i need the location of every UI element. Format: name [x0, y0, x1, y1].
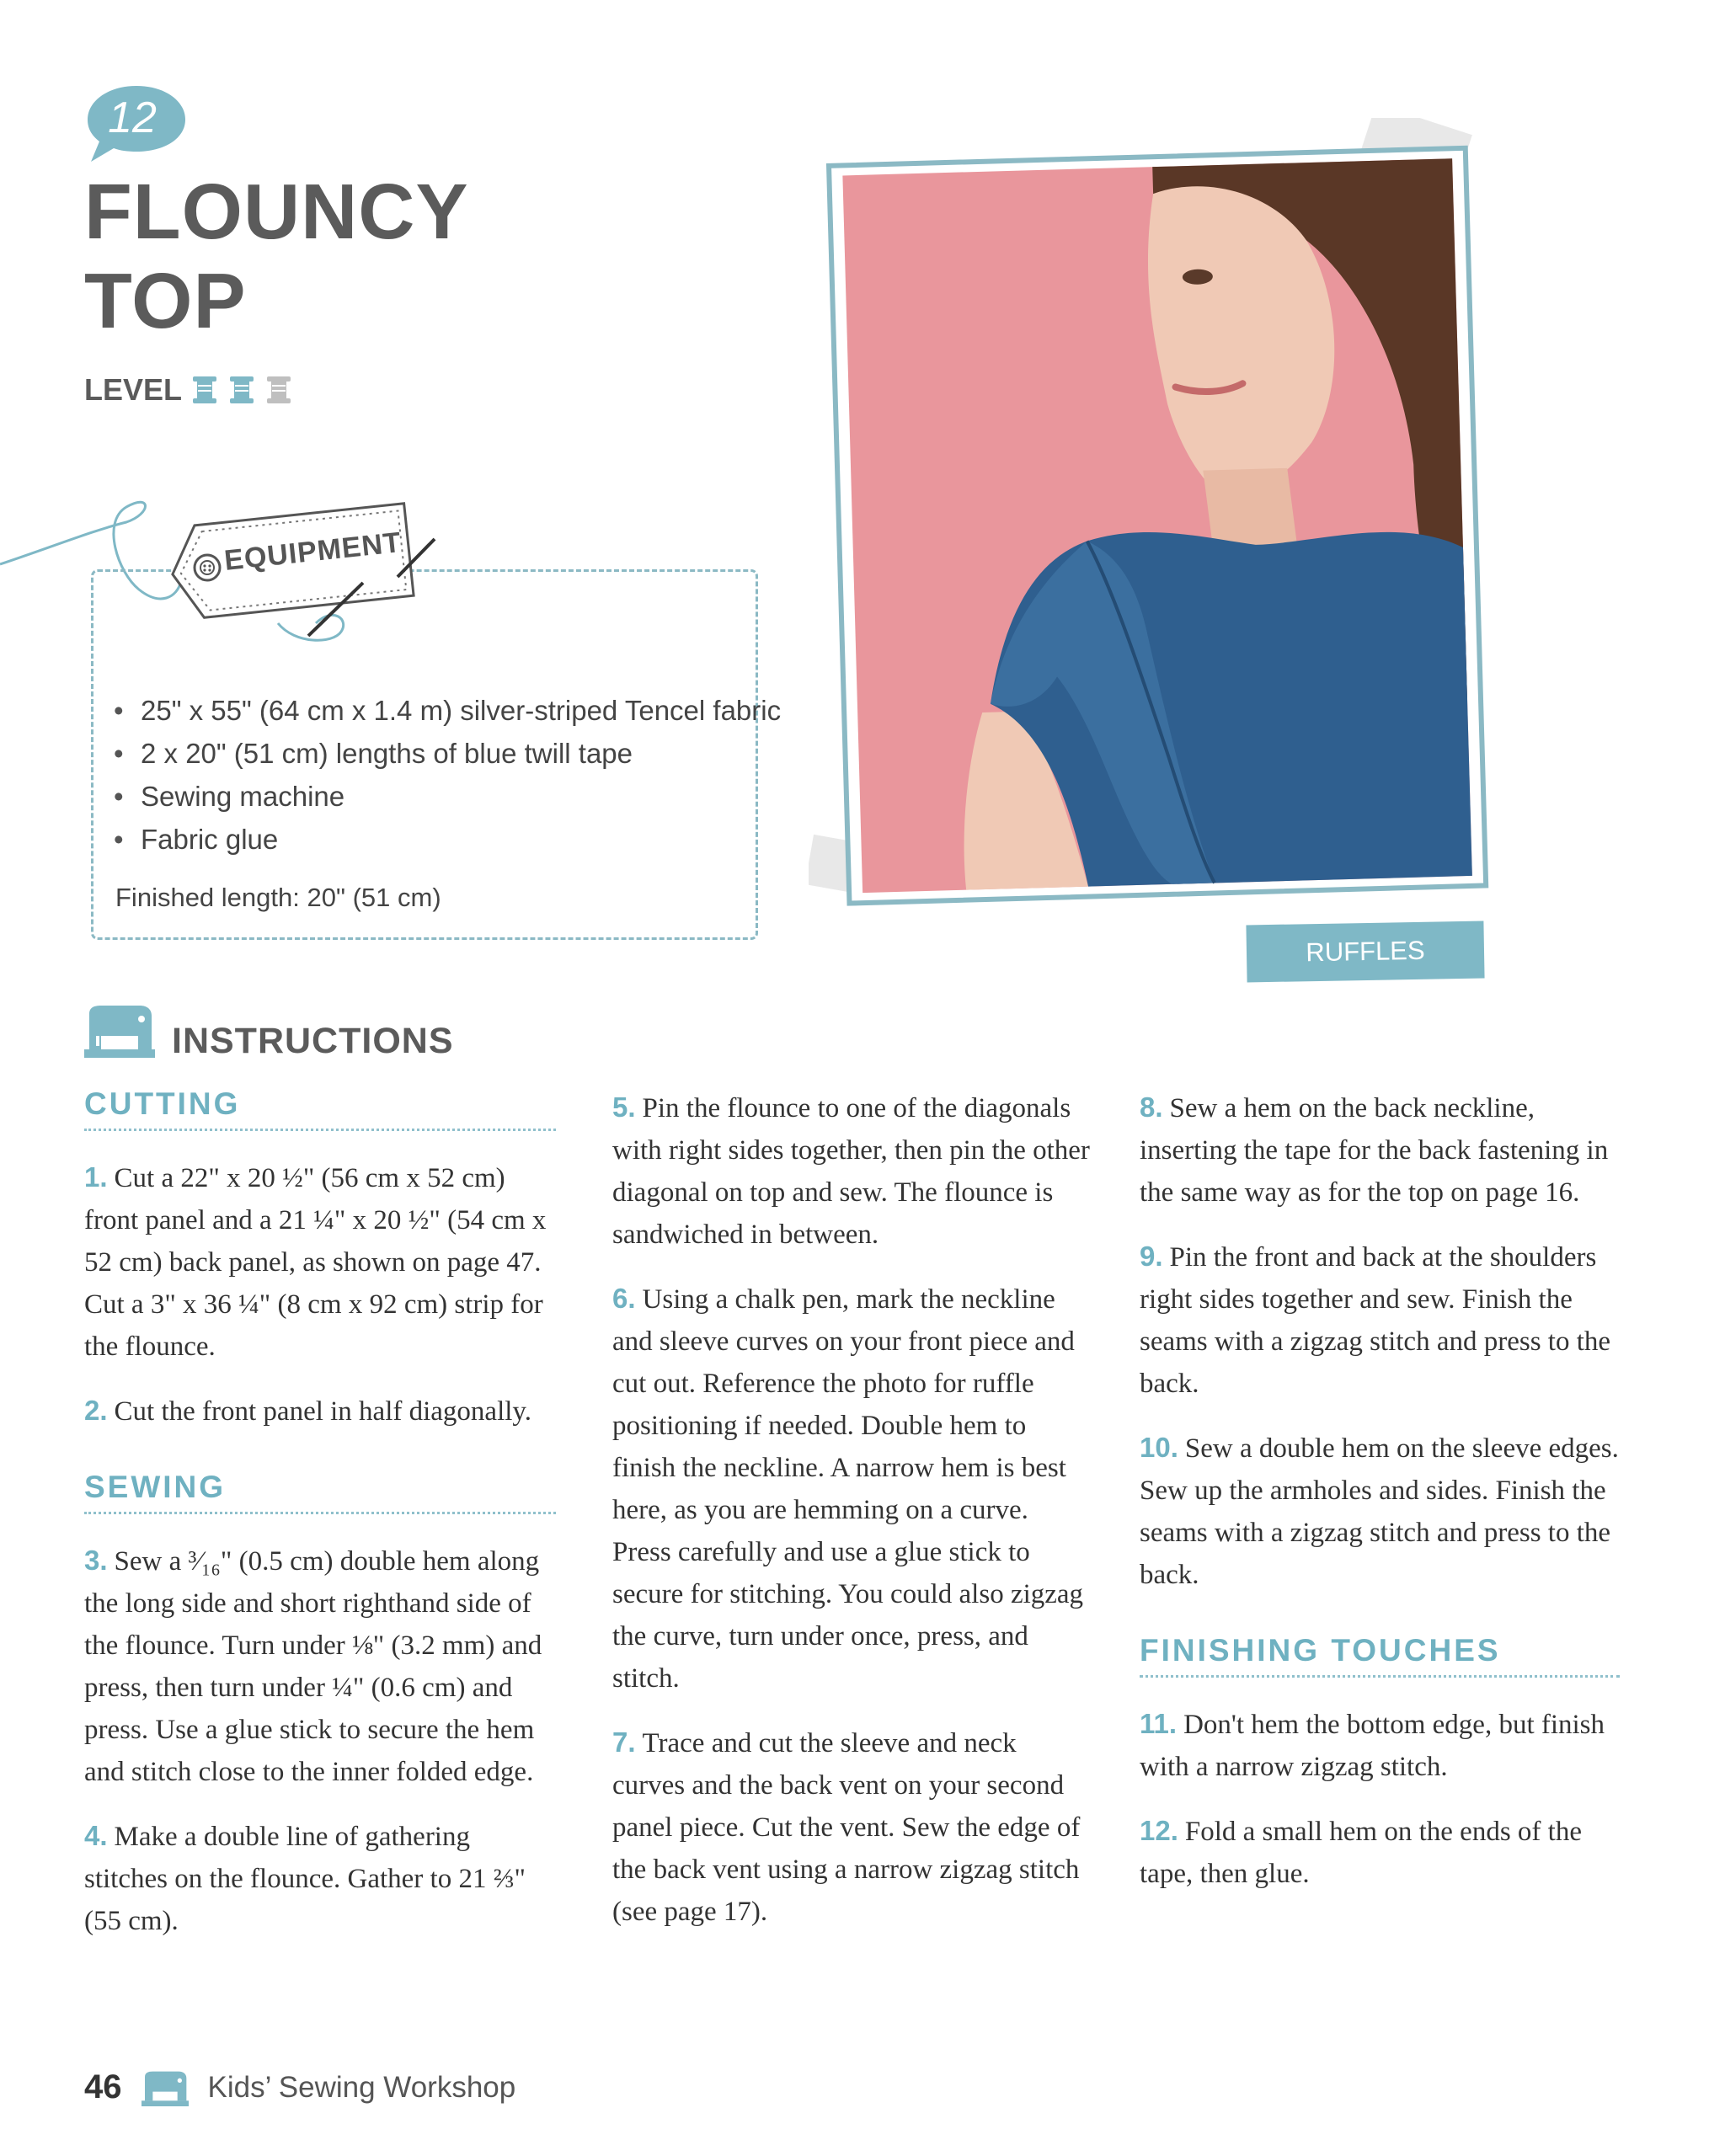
step-4 [84, 1815, 556, 1942]
thread-spool-icon [227, 375, 256, 405]
photo-caption-tag: RUFFLES [1246, 921, 1484, 983]
page-number: 46 [84, 2068, 122, 2105]
thread-spool-icon-empty [264, 375, 293, 405]
step-text: Make a double line of gathering stitches on the flounce. Gather to 21 ⅔" (55 cm). [84, 1822, 526, 1936]
step-number: 5. [612, 1091, 636, 1123]
step-2 [84, 1390, 556, 1433]
step-6 [612, 1278, 1092, 1700]
finished-length: Finished length: 20" (51 cm) [115, 883, 441, 912]
step-number: 10. [1140, 1432, 1178, 1463]
step-number: 2. [84, 1395, 108, 1426]
step-number: 4. [84, 1820, 108, 1851]
instructions-column-2 [612, 1086, 1092, 1955]
step-number: 8. [1140, 1091, 1163, 1123]
instructions-column-1 [84, 1086, 556, 1964]
level-label: LEVEL [84, 372, 183, 407]
step-text: Pin the front and back at the shoulders right sides together and sew. Finish the seams with a zigzag stitch and press to the back. [1140, 1242, 1611, 1399]
page-footer [84, 2068, 515, 2106]
thread-spool-icon [190, 375, 219, 405]
step-10 [1140, 1427, 1620, 1596]
step-3 [84, 1540, 556, 1793]
step-text: Don't hem the bottom edge, but finish with a narrow zigzag stitch. [1140, 1710, 1605, 1782]
equipment-label: EQUIPMENT [222, 526, 403, 577]
step-1 [84, 1156, 556, 1368]
section-heading-finishing: FINISHING TOUCHES [1140, 1633, 1620, 1678]
step-text: Sew a double hem on the sleeve edges. Sew up the armholes and sides. Finish the seams with a zigzag stitch and press to the back. [1140, 1433, 1619, 1590]
step-number: 12. [1140, 1815, 1178, 1846]
step-9 [1140, 1235, 1620, 1405]
step-12 [1140, 1810, 1620, 1895]
step-number: 6. [612, 1283, 636, 1314]
step-text: Sew a ³⁄₁₆" (0.5 cm) double hem along the long side and short righthand side of the flounce. Turn under ⅛" (3.2 mm) and press, then turn under ¼" (0.6 cm) and press. Use a glue stick to secure the hem and stitch close to the inner folded edge. [84, 1546, 542, 1787]
book-title: Kids’ Sewing Workshop [207, 2070, 516, 2104]
list-item: • Sewing machine [114, 775, 781, 818]
step-text: Cut the front panel in half diagonally. [114, 1396, 532, 1427]
step-text: Fold a small hem on the ends of the tape, then glue. [1140, 1817, 1582, 1889]
step-number: 3. [84, 1545, 108, 1576]
title-line-1: FLOUNCY [84, 168, 469, 255]
step-number: 1. [84, 1161, 108, 1193]
step-7 [612, 1721, 1092, 1933]
sewing-machine-icon [141, 2069, 190, 2106]
step-5 [612, 1086, 1092, 1256]
project-number: 12 [108, 93, 157, 142]
equipment-list [114, 689, 781, 861]
product-photo [809, 118, 1516, 926]
title-line-2: TOP [84, 257, 247, 344]
step-text: Trace and cut the sleeve and neck curves and the back vent on your second panel piece. Cut the vent. Sew the edge of the back vent using a narrow zigzag stitch (see page 17). [612, 1728, 1081, 1927]
button-icon [192, 552, 222, 583]
difficulty-level [84, 371, 293, 409]
list-item: • 25" x 55" (64 cm x 1.4 m) silver-striped Tencel fabric [114, 689, 781, 732]
step-text: Using a chalk pen, mark the neckline and sleeve curves on your front piece and cut out. Reference the photo for ruffle positioning if needed. Double hem to finish the neckline. A narrow hem is best here, as you are hemming on a curve. Press carefully and use a glue stick to secure for stitching. You could also zigzag the curve, turn under once, press, and stitch. [612, 1284, 1084, 1694]
step-11 [1140, 1703, 1620, 1788]
step-number: 9. [1140, 1241, 1163, 1272]
section-heading-cutting: CUTTING [84, 1086, 556, 1131]
page-title [84, 167, 468, 345]
section-heading-sewing: SEWING [84, 1470, 556, 1514]
instructions-heading: INSTRUCTIONS [172, 1021, 454, 1061]
instructions-column-3 [1140, 1086, 1620, 1917]
step-text: Pin the flounce to one of the diagonals with right sides together, then pin the other diagonal on top and sew. The flounce is sandwiched in between. [612, 1093, 1090, 1250]
step-number: 7. [612, 1726, 636, 1758]
step-text: Sew a hem on the back neckline, inserting the tape for the back fastening in the same way as for the top on page 16. [1140, 1093, 1609, 1208]
list-item: • 2 x 20" (51 cm) lengths of blue twill tape [114, 732, 781, 775]
sewing-machine-icon [84, 1002, 155, 1058]
step-number: 11. [1140, 1708, 1178, 1739]
step-8 [1140, 1086, 1620, 1214]
step-text: Cut a 22" x 20 ½" (56 cm x 52 cm) front panel and a 21 ¼" x 20 ½" (54 cm x 52 cm) back panel, as shown on page 47. Cut a 3" x 36 ¼" (8 cm x 92 cm) strip for the flounce. [84, 1163, 547, 1362]
list-item: • Fabric glue [114, 818, 781, 861]
